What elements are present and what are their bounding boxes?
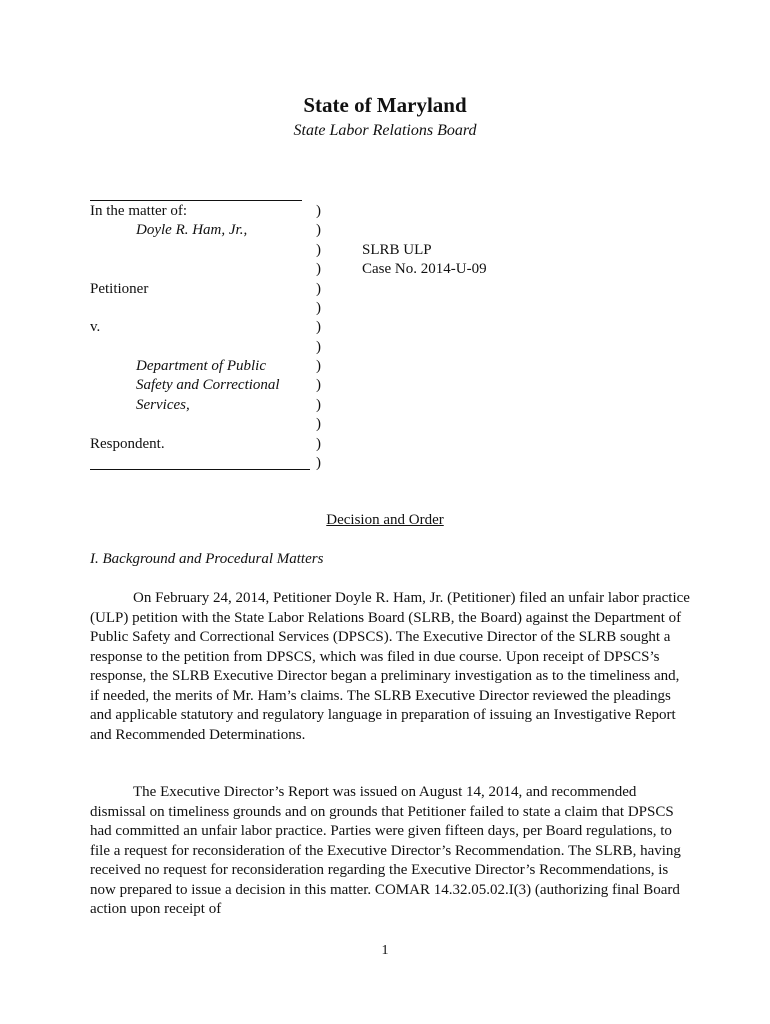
caption-paren: ) [316, 455, 321, 471]
caption-respondent-name-3: Services, [136, 397, 190, 413]
caption-paren: ) [316, 358, 321, 374]
caption-respondent-name-2: Safety and Correctional [136, 377, 280, 393]
page-number: 1 [381, 943, 389, 958]
caption-petitioner-name: Doyle R. Ham, Jr., [136, 222, 248, 238]
caption-versus: v. [90, 319, 101, 335]
caption-petitioner-label: Petitioner [90, 281, 149, 297]
caption-paren: ) [316, 203, 321, 219]
caption-in-the-matter: In the matter of: [90, 203, 188, 219]
caption-paren: ) [316, 436, 321, 452]
caption-bottom-rule [90, 469, 310, 470]
caption-paren: ) [316, 416, 321, 432]
caption-top-rule [90, 200, 302, 201]
caption-paren: ) [316, 261, 321, 277]
case-type: SLRB ULP [362, 242, 432, 258]
page-title: State of Maryland [303, 93, 467, 117]
caption-respondent-name-1: Department of Public [136, 358, 266, 374]
decision-heading: Decision and Order [326, 512, 444, 528]
page-subtitle: State Labor Relations Board [293, 122, 477, 139]
caption-paren: ) [316, 339, 321, 355]
body-paragraph: The Executive Director’s Report was issued on August 14, 2014, and recommended dismissal on timeliness grounds and on grounds that Petitioner failed to state a claim that DPSCS had committed an unfair labor practice. Parties were given fifteen days, per Board regulations, to file a request for reconsideration of the Executive Director’s Recommendation. The SLRB, having received no request for reconsideration regarding the Executive Director’s Recommendations, is now prepared to issue a decision in this matter. COMAR 14.32.05.02.I(3) (authorizing final Board action upon receipt of [90, 784, 681, 917]
caption-paren: ) [316, 281, 321, 297]
caption-paren: ) [316, 397, 321, 413]
caption-respondent-label: Respondent. [90, 436, 165, 452]
section-heading: I. Background and Procedural Matters [90, 551, 324, 567]
caption-paren: ) [316, 319, 321, 335]
caption-paren: ) [316, 377, 321, 393]
caption-paren: ) [316, 222, 321, 238]
case-number: Case No. 2014-U-09 [362, 261, 487, 277]
caption-paren: ) [316, 300, 321, 316]
caption-paren: ) [316, 242, 321, 258]
body-paragraph: On February 24, 2014, Petitioner Doyle R. Ham, Jr. (Petitioner) filed an unfair labor practice (ULP) petition with the State Labor Relations Board (SLRB, the Board) against the Department of Public Safety and Correctional Services (DPSCS). The Executive Director of the SLRB sought a response to the petition from DPSCS, which was filed in due course. Upon receipt of DPSCS’s response, the SLRB Executive Director began a preliminary investigation as to the timeliness and, if needed, the merits of Mr. Ham’s claims. The SLRB Executive Director reviewed the pleadings and applicable statutory and regulatory language in preparation of issuing an Investigative Report and Recommended Determinations. [90, 590, 690, 743]
